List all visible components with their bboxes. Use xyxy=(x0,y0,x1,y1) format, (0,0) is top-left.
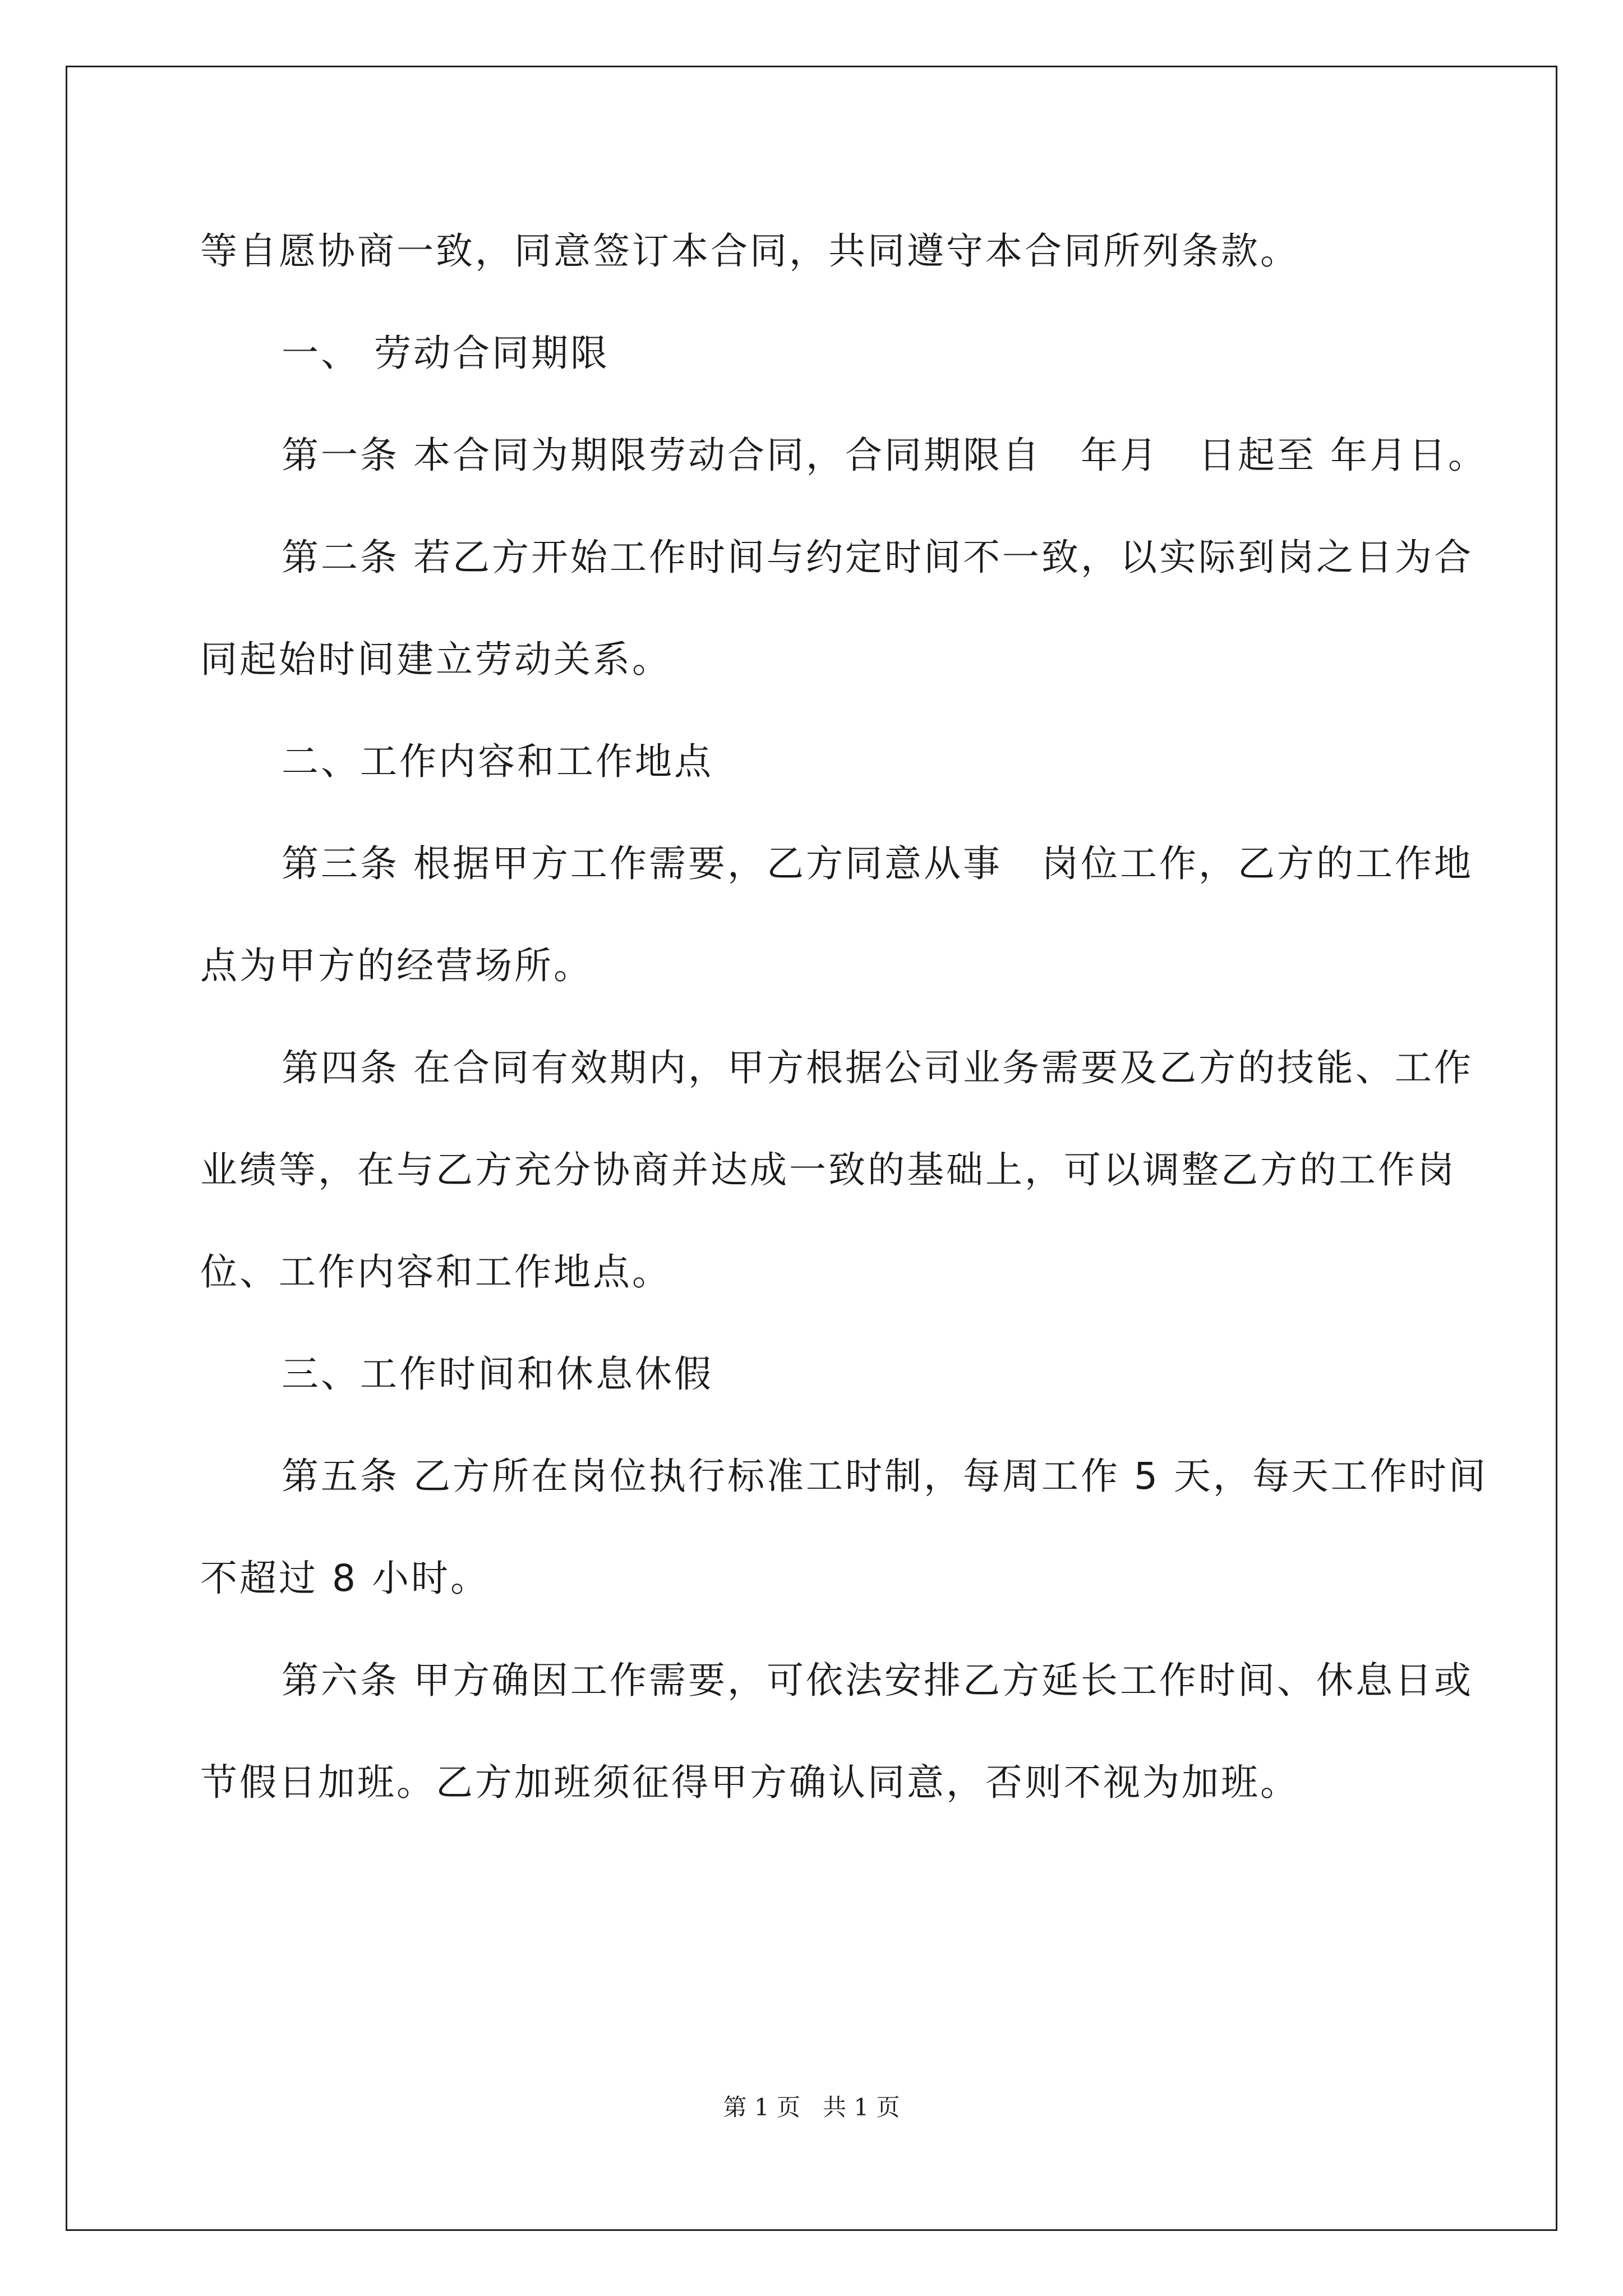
page-footer xyxy=(0,2091,1623,2124)
article-4: 第四条 在合同有效期内，甲方根据公司业务需要及乙方的技能、工作业绩等，在与乙方充分协商并达成一致的基础上，可以调整乙方的工作岗位、工作内容和工作地点。 xyxy=(200,1046,1473,1294)
paragraph-intro: 等自愿协商一致，同意签订本合同，共同遵守本合同所列条款。 xyxy=(200,229,1299,273)
document-body xyxy=(200,200,1490,1834)
article-2: 第二条 若乙方开始工作时间与约定时间不一致，以实际到岗之日为合同起始时间建立劳动关系。 xyxy=(200,536,1473,681)
article-6: 第六条 甲方确因工作需要，可依法安排乙方延长工作时间、休息日或节假日加班。乙方加班须征得甲方确认同意，否则不视为加班。 xyxy=(200,1659,1473,1804)
section-heading-3: 三、工作时间和休息休假 xyxy=(282,1352,713,1396)
section-heading-2: 二、工作内容和工作地点 xyxy=(282,740,713,783)
article-5: 第五条 乙方所在岗位执行标准工时制，每周工作 5 天，每天工作时间不超过 8 小时。 xyxy=(200,1455,1488,1600)
page-number: 第 1 页 xyxy=(723,2093,800,2121)
article-1: 第一条 本合同为期限劳动合同，合同期限自 年月 日起至 年月日。 xyxy=(282,434,1487,477)
article-3: 第三条 根据甲方工作需要，乙方同意从事 岗位工作，乙方的工作地点为甲方的经营场所。 xyxy=(200,842,1473,987)
page-total: 共 1 页 xyxy=(823,2093,900,2121)
footer-spacer xyxy=(800,2093,823,2121)
section-heading-1: 一、 劳动合同期限 xyxy=(282,332,610,375)
